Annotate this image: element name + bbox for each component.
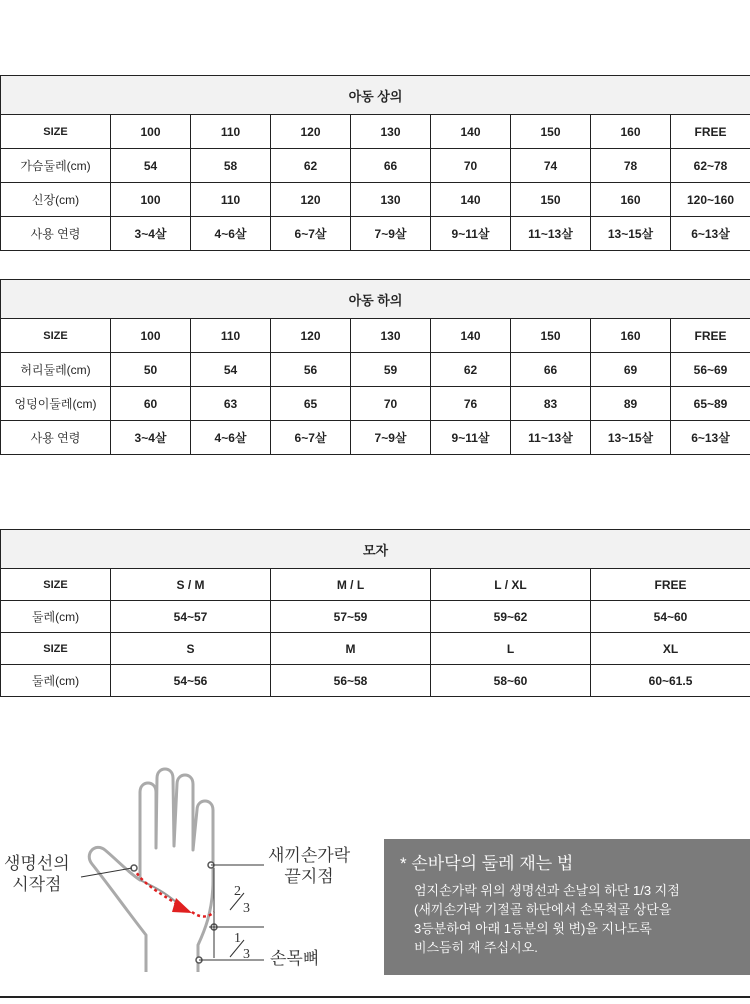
table-cell: 89 [591,387,671,421]
info-line: 비스듬히 재 주십시오. [414,940,538,955]
table-cell: 54~56 [111,665,271,697]
row-label: 사용 연령 [1,421,111,455]
size-header-cell: 140 [431,319,511,353]
table-cell: 58~60 [431,665,591,697]
table-cell: 13~15살 [591,421,671,455]
row-label: 둘레(cm) [1,601,111,633]
table-cell: 150 [511,183,591,217]
table-cell: 65~89 [671,387,750,421]
size-header-cell: FREE [591,569,750,601]
table-cell: 54~60 [591,601,750,633]
table-cell: 54 [191,353,271,387]
row-label: SIZE [1,633,111,665]
row-label: 허리둘레(cm) [1,353,111,387]
table-cell: 59 [351,353,431,387]
divider [0,996,750,998]
table-cell: 6~13살 [671,421,750,455]
table-cell: 120 [271,183,351,217]
wrist-bone-label: 손목뼈 [270,949,320,968]
size-header-cell: S [111,633,271,665]
size-header-cell: S / M [111,569,271,601]
table-cell: 62~78 [671,149,750,183]
table-cell: 63 [191,387,271,421]
row-label: SIZE [1,115,111,149]
start-point-label: 생명선의 시작점 [4,854,70,894]
size-header-cell: L / XL [431,569,591,601]
table-cell: 7~9살 [351,421,431,455]
size-header-cell: 160 [591,115,671,149]
table-cell: 13~15살 [591,217,671,251]
table-cell: 60 [111,387,191,421]
size-header-cell: FREE [671,319,750,353]
table-cell: 70 [431,149,511,183]
row-label: 엉덩이둘레(cm) [1,387,111,421]
table-cell: 65 [271,387,351,421]
table-cell: 76 [431,387,511,421]
table-cell: 60~61.5 [591,665,750,697]
row-label: 둘레(cm) [1,665,111,697]
table-cell: 62 [431,353,511,387]
table-title: 아동 상의 [1,76,750,115]
size-header-cell: 120 [271,115,351,149]
row-label: 사용 연령 [1,217,111,251]
table-cell: 11~13살 [511,217,591,251]
table-cell: 57~59 [271,601,431,633]
table-cell: 4~6살 [191,217,271,251]
fraction-upper-num: 2 [234,884,241,899]
table-cell: 56~69 [671,353,750,387]
info-line: 3등분하여 아래 1등분의 윗 변)을 지나도록 [414,921,652,936]
table-title: 모자 [1,530,750,569]
pinky-tip-label: 새끼손가락 끝지점 [268,846,351,886]
table-cell: 50 [111,353,191,387]
table-cell: 11~13살 [511,421,591,455]
info-line: (새끼손가락 기절골 하단에서 손목척골 상단을 [414,902,672,917]
row-label: 신장(cm) [1,183,111,217]
size-header-cell: 130 [351,319,431,353]
row-label: 가슴둘레(cm) [1,149,111,183]
size-header-cell: 140 [431,115,511,149]
table-cell: 100 [111,183,191,217]
pointer-line [81,868,132,877]
measurement-info-box [384,839,750,975]
size-header-cell: 160 [591,319,671,353]
size-header-cell: XL [591,633,750,665]
table-cell: 62 [271,149,351,183]
table-cell: 9~11살 [431,421,511,455]
table-cell: 140 [431,183,511,217]
table-cell: 54~57 [111,601,271,633]
fraction-lower-num: 1 [234,931,241,946]
size-header-cell: L [431,633,591,665]
table-cell: 3~4살 [111,217,191,251]
info-title: * 손바닥의 둘레 재는 법 [400,854,574,873]
table-cell: 70 [351,387,431,421]
info-line: 엄지손가락 위의 생명선과 손날의 하단 1/3 지점 [414,883,680,898]
table-cell: 58 [191,149,271,183]
table-cell: 7~9살 [351,217,431,251]
table-cell: 66 [351,149,431,183]
size-header-cell: 100 [111,115,191,149]
row-label: SIZE [1,569,111,601]
table-cell: 120~160 [671,183,750,217]
size-header-cell: 110 [191,115,271,149]
hand-outline-icon [89,769,213,972]
kids-top-size-table [0,75,750,251]
table-cell: 56~58 [271,665,431,697]
table-cell: 56 [271,353,351,387]
size-header-cell: M [271,633,431,665]
fraction-lower-den: 3 [243,947,250,962]
table-cell: 66 [511,353,591,387]
size-header-cell: 110 [191,319,271,353]
table-cell: 59~62 [431,601,591,633]
size-header-cell: FREE [671,115,750,149]
size-header-cell: 150 [511,319,591,353]
size-header-cell: 100 [111,319,191,353]
table-cell: 3~4살 [111,421,191,455]
table-cell: 110 [191,183,271,217]
table-cell: 4~6살 [191,421,271,455]
table-cell: 6~7살 [271,421,351,455]
table-cell: 130 [351,183,431,217]
row-label: SIZE [1,319,111,353]
table-cell: 6~7살 [271,217,351,251]
kids-bottom-size-table [0,279,750,455]
size-header-cell: 120 [271,319,351,353]
table-cell: 160 [591,183,671,217]
hat-size-table [0,529,750,697]
table-cell: 83 [511,387,591,421]
table-cell: 9~11살 [431,217,511,251]
size-header-cell: 150 [511,115,591,149]
table-cell: 74 [511,149,591,183]
size-header-cell: M / L [271,569,431,601]
table-cell: 78 [591,149,671,183]
table-cell: 69 [591,353,671,387]
table-title: 아동 하의 [1,280,750,319]
table-cell: 54 [111,149,191,183]
size-header-cell: 130 [351,115,431,149]
fraction-upper-den: 3 [243,901,250,916]
table-cell: 6~13살 [671,217,750,251]
